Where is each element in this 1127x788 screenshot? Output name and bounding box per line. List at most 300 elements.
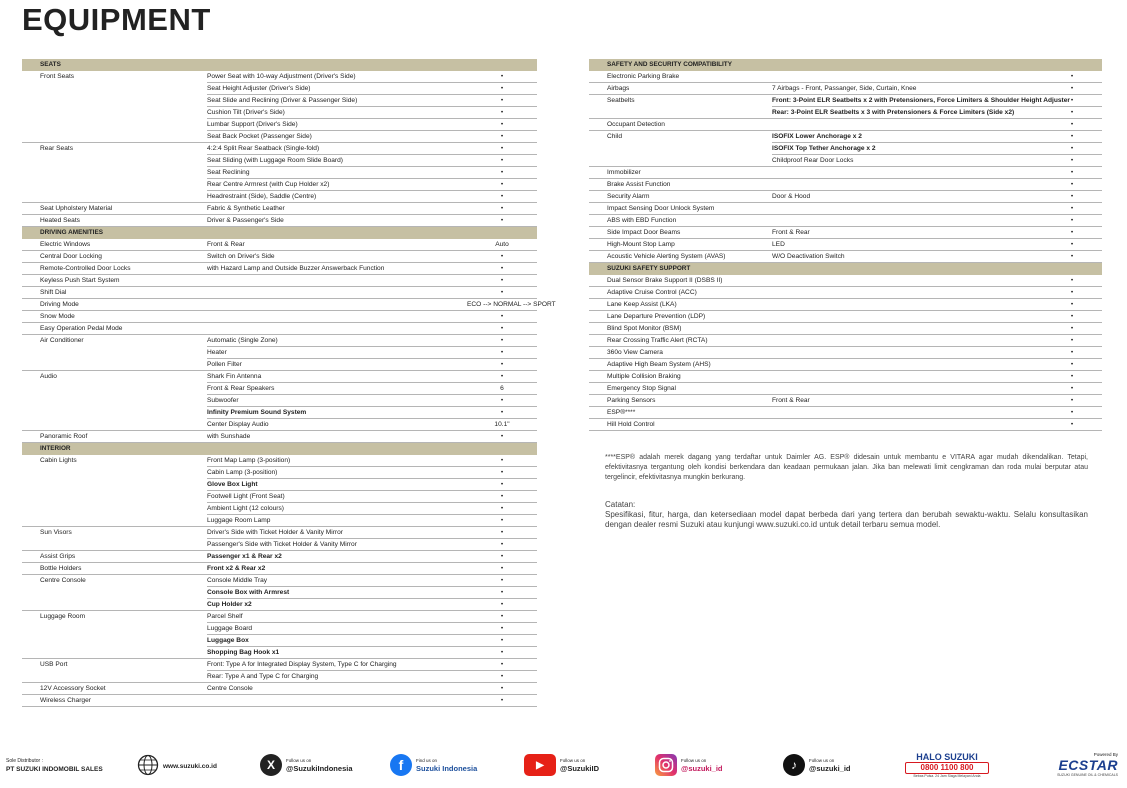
feature-value: Auto xyxy=(495,241,509,248)
feature-name: Lane Keep Assist (LKA) xyxy=(607,301,677,308)
table-row xyxy=(22,539,537,551)
table-row xyxy=(589,239,1102,251)
feature-name xyxy=(589,107,772,118)
feature-detail: ISOFIX Lower Anchorage x 2 xyxy=(772,133,862,140)
table-row xyxy=(589,83,1102,95)
feature-name: Acoustic Vehicle Alerting System (AVAS) xyxy=(607,253,726,260)
feature-name: Hill Hold Control xyxy=(607,421,655,428)
table-row xyxy=(589,287,1102,299)
table-row xyxy=(22,647,537,659)
tiktok-link[interactable] xyxy=(783,754,851,776)
table-row xyxy=(22,155,537,167)
feature-detail: Seat Slide and Reclining (Driver & Passenger Side) xyxy=(207,97,358,104)
instagram-link[interactable] xyxy=(655,754,723,776)
table-row xyxy=(589,119,1102,131)
feature-name xyxy=(22,347,207,359)
x-handle: @SuzukiIndonesia xyxy=(286,763,353,773)
feature-name: Child xyxy=(607,133,623,140)
table-row xyxy=(589,299,1102,311)
table-row xyxy=(589,203,1102,215)
feature-name xyxy=(22,179,207,191)
table-row xyxy=(22,287,537,299)
website-link[interactable] xyxy=(137,754,217,778)
feature-name xyxy=(22,539,207,550)
tiktok-handle: @suzuki_id xyxy=(809,763,851,773)
feature-name: Snow Mode xyxy=(40,313,75,320)
feature-detail: Front & Rear Speakers xyxy=(207,385,275,392)
feature-detail: Shopping Bag Hook x1 xyxy=(207,649,280,656)
feature-name xyxy=(22,479,207,491)
feature-detail: Centre Console xyxy=(207,685,253,692)
feature-name xyxy=(22,131,207,142)
halo-suzuki[interactable] xyxy=(905,752,989,779)
feature-detail xyxy=(207,287,467,298)
feature-value: • xyxy=(1070,277,1074,284)
feature-name: Multiple Collision Braking xyxy=(607,373,681,380)
feature-value: • xyxy=(500,145,504,152)
feature-detail: LED xyxy=(772,241,785,248)
facebook-find-label: Find us on xyxy=(416,757,438,763)
feature-detail xyxy=(772,359,1042,370)
feature-name: 12V Accessory Socket xyxy=(40,685,106,692)
feature-value: • xyxy=(500,613,504,620)
feature-detail: Rear Centre Armrest (with Cup Holder x2) xyxy=(207,181,330,188)
table-row xyxy=(22,275,537,287)
feature-value: • xyxy=(500,97,504,104)
feature-value: • xyxy=(500,649,504,656)
table-row xyxy=(22,467,537,479)
table-row xyxy=(589,335,1102,347)
table-row xyxy=(22,371,537,383)
feature-name: Luggage Room xyxy=(40,613,86,620)
feature-value: • xyxy=(500,325,504,332)
youtube-icon: ▶ xyxy=(524,754,556,776)
feature-detail: Front: Type A for Integrated Display System, Type C for Charging xyxy=(207,661,397,668)
distributor-label: Sole Distributor : xyxy=(6,758,43,764)
halo-subtitle: Bebas Pulsa. 24 Jam Siaga Melayani Anda xyxy=(913,774,981,778)
youtube-link[interactable] xyxy=(524,754,599,776)
feature-name: Occupant Detection xyxy=(607,121,665,128)
feature-value: • xyxy=(500,157,504,164)
feature-value: • xyxy=(500,433,504,440)
feature-detail: 7 Airbags - Front, Passanger, Side, Curtain, Knee xyxy=(772,85,917,92)
feature-value: • xyxy=(500,193,504,200)
feature-detail: ISOFIX Top Tether Anchorage x 2 xyxy=(772,145,876,152)
feature-value: • xyxy=(500,589,504,596)
feature-detail: Front: 3-Point ELR Seatbelts x 2 with Pretensioners, Force Limiters & Shoulder Height Adjuster xyxy=(772,97,1070,104)
x-icon: X xyxy=(260,754,282,776)
feature-name: Remote-Controlled Door Locks xyxy=(40,265,131,272)
feature-value: • xyxy=(500,565,504,572)
feature-value: • xyxy=(500,529,504,536)
feature-detail: Seat Reclining xyxy=(207,169,250,176)
feature-name: Side Impact Door Beams xyxy=(607,229,681,236)
feature-value: • xyxy=(1070,205,1074,212)
catatan-text: Spesifikasi, fitur, harga, dan ketersediaan model dapat berbeda dari yang tertera dan berubah sewaktu-waktu. Selalu konsultasikan dengan dealer resmi Suzuki atau kunjungi www.suzuki.co.id untuk detail terbaru semua model. xyxy=(605,510,1088,529)
table-row xyxy=(22,527,537,539)
feature-detail xyxy=(207,299,467,310)
feature-value: • xyxy=(500,685,504,692)
table-row xyxy=(22,131,537,143)
feature-detail: Driver's Side with Ticket Holder & Vanity Mirror xyxy=(207,529,343,536)
feature-name: Panoramic Roof xyxy=(40,433,88,440)
feature-name: Dual Sensor Brake Support II (DSBS II) xyxy=(607,277,723,284)
feature-detail xyxy=(772,275,1042,286)
feature-name xyxy=(22,503,207,515)
table-row xyxy=(589,419,1102,431)
table-row xyxy=(22,215,537,227)
feature-value: • xyxy=(500,277,504,284)
feature-name: Cabin Lights xyxy=(40,457,77,464)
table-row xyxy=(22,683,537,695)
feature-detail: with Hazard Lamp and Outside Buzzer Answerback Function xyxy=(207,265,385,272)
feature-name xyxy=(22,623,207,635)
feature-value: • xyxy=(1070,253,1074,260)
distributor-name: PT SUZUKI INDOMOBIL SALES xyxy=(6,766,103,773)
table-row xyxy=(589,143,1102,155)
table-row xyxy=(22,95,537,107)
table-row xyxy=(22,695,537,707)
feature-value: • xyxy=(1070,193,1074,200)
ecstar-brand xyxy=(1030,752,1118,778)
feature-name xyxy=(22,383,207,395)
feature-name xyxy=(22,155,207,167)
catatan-label: Catatan: xyxy=(605,500,636,509)
feature-name: Air Conditioner xyxy=(40,337,84,344)
feature-name: Parking Sensors xyxy=(607,397,656,404)
table-row xyxy=(589,227,1102,239)
feature-detail: Infinity Premium Sound System xyxy=(207,409,307,416)
feature-detail: Parcel Shelf xyxy=(207,613,243,620)
youtube-handle: @SuzukiID xyxy=(560,763,599,773)
feature-name: Impact Sensing Door Unlock System xyxy=(607,205,715,212)
feature-name: Electronic Parking Brake xyxy=(607,73,680,80)
feature-detail: Passenger x1 & Rear x2 xyxy=(207,553,282,560)
table-row xyxy=(22,659,537,671)
table-row xyxy=(22,323,537,335)
section-header: DRIVING AMENITIES xyxy=(22,227,537,239)
feature-detail: Subwoofer xyxy=(207,397,239,404)
table-row xyxy=(589,95,1102,107)
table-row xyxy=(22,251,537,263)
feature-value: • xyxy=(1070,289,1074,296)
section-header: SEATS xyxy=(22,59,537,71)
table-row xyxy=(589,179,1102,191)
feature-value: • xyxy=(500,73,504,80)
feature-name xyxy=(22,491,207,503)
table-row xyxy=(22,419,537,431)
feature-value: • xyxy=(500,337,504,344)
table-row xyxy=(589,311,1102,323)
section-header: INTERIOR xyxy=(22,443,537,455)
feature-name xyxy=(22,83,207,95)
feature-value: • xyxy=(500,481,504,488)
feature-value: • xyxy=(1070,325,1074,332)
feature-name: Emergency Stop Signal xyxy=(607,385,676,392)
x-follow-label: Follow us on xyxy=(286,757,312,763)
facebook-handle: Suzuki Indonesia xyxy=(416,763,478,773)
feature-value: • xyxy=(500,265,504,272)
feature-value: • xyxy=(500,313,504,320)
facebook-link[interactable] xyxy=(390,754,477,776)
facebook-icon: f xyxy=(390,754,412,776)
feature-detail: Front x2 & Rear x2 xyxy=(207,565,266,572)
feature-detail: Headrestraint (Side), Saddle (Centre) xyxy=(207,193,317,200)
feature-detail xyxy=(772,215,1042,226)
feature-value: • xyxy=(500,361,504,368)
instagram-handle: @suzuki_id xyxy=(681,763,723,773)
feature-detail xyxy=(207,695,467,706)
feature-detail: Cabin Lamp (3-position) xyxy=(207,469,278,476)
feature-value: • xyxy=(1070,73,1074,80)
table-row xyxy=(22,587,537,599)
feature-detail: Front & Rear xyxy=(772,397,810,404)
feature-value: • xyxy=(500,493,504,500)
table-row xyxy=(22,503,537,515)
feature-name: Immobilizer xyxy=(607,169,641,176)
feature-value: • xyxy=(500,601,504,608)
youtube-follow-label: Follow us on xyxy=(560,757,586,763)
feature-detail: Seat Height Adjuster (Driver's Side) xyxy=(207,85,311,92)
feature-name xyxy=(22,587,207,599)
feature-detail xyxy=(772,287,1042,298)
feature-detail xyxy=(772,371,1042,382)
feature-name xyxy=(22,107,207,119)
feature-value: 6 xyxy=(500,385,504,392)
x-link[interactable] xyxy=(260,754,353,776)
feature-name xyxy=(589,143,772,155)
feature-name: Airbags xyxy=(607,85,630,92)
feature-name: Brake Assist Function xyxy=(607,181,671,188)
feature-name xyxy=(22,407,207,419)
feature-detail: Front & Rear xyxy=(772,229,810,236)
feature-detail: with Sunshade xyxy=(207,433,251,440)
feature-detail: Ambient Light (12 colours) xyxy=(207,505,284,512)
feature-name xyxy=(22,647,207,658)
table-row xyxy=(22,191,537,203)
feature-value: • xyxy=(500,289,504,296)
table-row xyxy=(22,263,537,275)
feature-detail: 4:2:4 Split Rear Seatback (Single-fold) xyxy=(207,145,320,152)
feature-value: • xyxy=(1070,85,1074,92)
feature-value: • xyxy=(500,673,504,680)
table-row xyxy=(22,239,537,251)
feature-detail: Automatic (Single Zone) xyxy=(207,337,278,344)
feature-name: Wireless Charger xyxy=(40,697,91,704)
feature-detail: Rear: Type A and Type C for Charging xyxy=(207,673,319,680)
feature-value: • xyxy=(1070,121,1074,128)
feature-value: • xyxy=(1070,217,1074,224)
powered-by-label: Powered By xyxy=(1093,752,1118,757)
feature-detail xyxy=(772,407,1042,418)
feature-detail xyxy=(772,383,1042,394)
table-row xyxy=(22,551,537,563)
feature-name xyxy=(22,671,207,682)
table-row xyxy=(589,407,1102,419)
feature-value: • xyxy=(1070,157,1074,164)
feature-detail: Seat Back Pocket (Passenger Side) xyxy=(207,133,312,140)
feature-name xyxy=(22,599,207,610)
table-row xyxy=(22,563,537,575)
feature-detail xyxy=(772,311,1042,322)
feature-detail: Passenger's Side with Ticket Holder & Vanity Mirror xyxy=(207,541,357,548)
feature-value: • xyxy=(500,637,504,644)
feature-name: Keyless Push Start System xyxy=(40,277,120,284)
feature-name: Seatbelts xyxy=(607,97,635,104)
feature-value: • xyxy=(1070,301,1074,308)
feature-detail xyxy=(772,323,1042,334)
feature-value: • xyxy=(1070,145,1074,152)
feature-name xyxy=(22,119,207,131)
feature-detail: Luggage Board xyxy=(207,625,253,632)
feature-detail: Heater xyxy=(207,349,227,356)
feature-name: Lane Departure Prevention (LDP) xyxy=(607,313,706,320)
table-row xyxy=(22,671,537,683)
feature-detail: Front & Rear xyxy=(207,241,245,248)
table-row xyxy=(22,515,537,527)
feature-name xyxy=(22,95,207,107)
feature-detail: Cushion Tilt (Driver's Side) xyxy=(207,109,285,116)
feature-name xyxy=(22,467,207,479)
feature-name: 360o View Camera xyxy=(607,349,663,356)
feature-value: • xyxy=(1070,361,1074,368)
feature-detail: Rear: 3-Point ELR Seatbelts x 3 with Pretensioners & Force Limiters (Side x2) xyxy=(772,109,1015,116)
tiktok-icon: ♪ xyxy=(783,754,805,776)
feature-name: Centre Console xyxy=(40,577,86,584)
feature-value: • xyxy=(1070,169,1074,176)
feature-detail: Luggage Room Lamp xyxy=(207,517,271,524)
feature-value: • xyxy=(500,577,504,584)
table-row xyxy=(589,251,1102,263)
feature-value: 10.1" xyxy=(494,421,510,428)
page-title: EQUIPMENT xyxy=(22,2,211,37)
table-row xyxy=(22,347,537,359)
feature-value: • xyxy=(1070,241,1074,248)
feature-detail xyxy=(772,179,1042,190)
table-row xyxy=(589,215,1102,227)
feature-value: • xyxy=(1070,421,1074,428)
halo-number: 0800 1100 800 xyxy=(905,762,989,774)
feature-name: Bottle Holders xyxy=(40,565,82,572)
instagram-follow-label: Follow us on xyxy=(681,757,707,763)
table-row xyxy=(22,335,537,347)
feature-name: ESP®**** xyxy=(607,409,636,416)
tiktok-follow-label: Follow us on xyxy=(809,757,835,763)
feature-name: Electric Windows xyxy=(40,241,91,248)
feature-value: • xyxy=(1070,373,1074,380)
table-row xyxy=(22,431,537,443)
feature-name: Blind Spot Monitor (BSM) xyxy=(607,325,682,332)
feature-value: • xyxy=(500,133,504,140)
feature-value: • xyxy=(500,121,504,128)
website-text: www.suzuki.co.id xyxy=(163,762,217,770)
table-row xyxy=(22,143,537,155)
feature-detail xyxy=(772,203,1042,214)
table-row xyxy=(589,347,1102,359)
feature-value: • xyxy=(500,169,504,176)
table-row xyxy=(22,299,556,311)
feature-name xyxy=(22,395,207,407)
feature-name: Driving Mode xyxy=(40,301,79,308)
feature-value: • xyxy=(1070,313,1074,320)
table-row xyxy=(22,203,537,215)
feature-detail xyxy=(772,167,1042,178)
table-row xyxy=(22,71,537,83)
table-row xyxy=(589,371,1102,383)
table-row xyxy=(589,275,1102,287)
feature-name xyxy=(22,191,207,202)
equipment-table-left xyxy=(22,59,556,707)
feature-detail: Center Display Audio xyxy=(207,421,269,428)
feature-name: ABS with EBD Function xyxy=(607,217,677,224)
feature-detail: Pollen Filter xyxy=(207,361,242,368)
esp-footnote: ****ESP® adalah merek dagang yang terdaftar untuk Daimler AG. ESP® didesain untuk membantu e VITARA agar mudah dikendalikan. Tetapi, efektivitasnya tergantung oleh kondisi berkendara dan keadaan permukaan jalan. Jika ban melewati limit cengkraman dan roda mulai berputar atau tergelincir, efektivitasnya mungkin berkurang. xyxy=(605,454,1088,481)
feature-detail xyxy=(772,71,1042,82)
ecstar-logo: ECSTAR xyxy=(1058,757,1118,773)
feature-value: • xyxy=(500,397,504,404)
feature-detail xyxy=(772,347,1042,358)
table-row xyxy=(22,167,537,179)
feature-value: • xyxy=(1070,337,1074,344)
table-row xyxy=(22,311,537,323)
page-footer xyxy=(0,748,1127,786)
feature-value: • xyxy=(500,505,504,512)
feature-detail: Driver & Passenger's Side xyxy=(207,217,284,224)
feature-name xyxy=(22,515,207,526)
table-row xyxy=(589,191,1102,203)
feature-name: Central Door Locking xyxy=(40,253,102,260)
feature-detail xyxy=(772,419,1042,430)
feature-value: • xyxy=(500,697,504,704)
feature-detail: Childproof Rear Door Locks xyxy=(772,157,854,164)
feature-name xyxy=(22,167,207,179)
feature-detail: Console Middle Tray xyxy=(207,577,268,584)
feature-value: • xyxy=(500,541,504,548)
feature-detail xyxy=(207,311,467,322)
feature-value: • xyxy=(500,85,504,92)
feature-value: • xyxy=(500,625,504,632)
feature-name: Shift Dial xyxy=(40,289,67,296)
feature-name: Heated Seats xyxy=(40,217,80,224)
feature-name: Security Alarm xyxy=(607,193,650,200)
table-row xyxy=(22,83,537,95)
table-row xyxy=(22,359,537,371)
feature-value: • xyxy=(500,373,504,380)
feature-detail: Luggage Box xyxy=(207,637,249,644)
feature-detail: Footwell Light (Front Seat) xyxy=(207,493,285,500)
feature-name: Assist Grips xyxy=(40,553,76,560)
table-row xyxy=(22,635,537,647)
feature-detail xyxy=(207,275,467,286)
table-row xyxy=(589,155,1102,167)
feature-name: Adaptive Cruise Control (ACC) xyxy=(607,289,697,296)
table-row xyxy=(589,395,1102,407)
feature-value: • xyxy=(1070,97,1074,104)
feature-detail: Cup Holder x2 xyxy=(207,601,252,608)
section-header: SAFETY AND SECURITY COMPATIBILITY xyxy=(589,59,1102,71)
feature-value: • xyxy=(500,457,504,464)
table-row xyxy=(589,323,1102,335)
feature-detail: Shark Fin Antenna xyxy=(207,373,262,380)
feature-detail: Front Map Lamp (3-position) xyxy=(207,457,291,464)
feature-value: • xyxy=(500,205,504,212)
feature-name xyxy=(22,635,207,647)
feature-name: Easy Operation Pedal Mode xyxy=(40,325,123,332)
feature-detail: W/O Deactivation Switch xyxy=(772,253,845,260)
table-row xyxy=(589,131,1102,143)
table-row xyxy=(589,71,1102,83)
feature-value: • xyxy=(500,661,504,668)
